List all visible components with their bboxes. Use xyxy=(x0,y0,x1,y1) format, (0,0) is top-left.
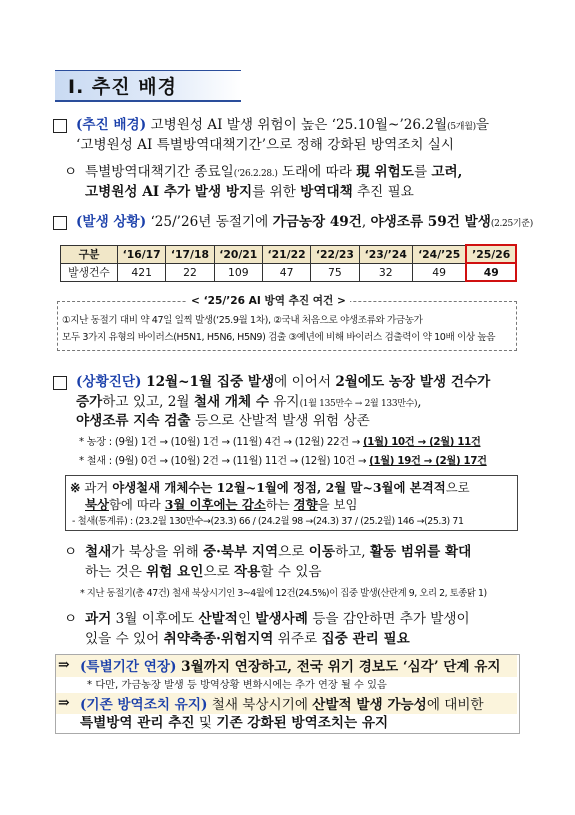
bold-text: 야생철새 개체수는 12월~1월에 정점, 2월 말~3월에 본격적 xyxy=(112,480,446,495)
table-cell: 421 xyxy=(118,263,166,281)
bold-text: 활동 범위를 확대 xyxy=(369,544,472,560)
bold-text: 발생사례 xyxy=(255,611,308,627)
table-cell: 32 xyxy=(359,263,412,281)
table-cell: 발생건수 xyxy=(61,263,118,281)
bold-text: 3월까지 연장하고, 전국 위기 경보도 ‘심각’ 단계 유지 xyxy=(176,659,501,675)
text: 으로 xyxy=(278,544,309,560)
paragraph-diagnosis-line2 xyxy=(76,393,422,413)
table-header-cell: ‘17/18 xyxy=(166,245,214,263)
conditions-line1: ①지난 동절기 대비 약 47일 일찍 발생(‘25.9월 1차), ②국내 처음으로 야생조류와 가금농가 xyxy=(62,315,423,326)
text: 할 수 있음 xyxy=(260,564,322,580)
bold-text: 고려, xyxy=(431,164,463,180)
table-header-row xyxy=(61,245,517,263)
conclusion-line1 xyxy=(80,658,501,676)
table-header-cell: 구분 xyxy=(61,245,118,263)
notice-line2 xyxy=(85,496,357,514)
bullet: ㅇ xyxy=(64,611,78,627)
text: 으로 xyxy=(203,564,235,580)
checkbox-square-icon xyxy=(53,119,67,133)
table-cell: 75 xyxy=(311,263,359,281)
section-header-underline xyxy=(55,100,241,102)
wildbird-timeline xyxy=(79,455,487,469)
bold-text: 이동 xyxy=(308,544,336,560)
bold-text: 취약축종·위험지역 xyxy=(163,631,274,647)
bold-text: 철새 개체 수 xyxy=(193,394,269,410)
table-header-cell: ‘22/23 xyxy=(311,245,359,263)
text: * 농장 : (9월) 1건 → (10월) 1건 → (11월) 4건 → (12월) 22건 → xyxy=(79,437,363,448)
implies-arrow-icon: ⇒ xyxy=(58,657,70,673)
bold-text: 야생조류 지속 검출 xyxy=(76,413,191,429)
table-header-cell: ‘20/21 xyxy=(214,245,262,263)
bold-text: 증가 xyxy=(76,394,103,410)
text: 등으로 산발적 발생 위험 상존 xyxy=(190,413,370,429)
text: 함에 따라 xyxy=(108,497,165,512)
bold-text: 방역대책 xyxy=(300,184,353,200)
text: 하는 것은 xyxy=(85,564,147,580)
bold-text: 철새 xyxy=(85,544,112,560)
paragraph-past-line2 xyxy=(85,630,410,648)
notice-line1 xyxy=(70,479,470,497)
text: 하고 있고, 2월 xyxy=(102,394,194,410)
text: 을 보임 xyxy=(317,497,358,512)
text: 유지 xyxy=(268,394,300,410)
small-text: (‘26.2.28.) xyxy=(233,169,278,179)
occurrence-table xyxy=(60,244,517,282)
bullet: ㅇ xyxy=(64,544,78,560)
small-text: (1월 135만수 → 2월 133만수) xyxy=(299,399,418,409)
bullet: ㅇ xyxy=(64,164,78,180)
table-cell: 22 xyxy=(166,263,214,281)
bold-text: 12월~1월 집중 발생 xyxy=(141,374,275,390)
bold-text: 북상 xyxy=(85,497,109,512)
text: 에 이어서 xyxy=(274,374,336,390)
label-extension: (특별기간 연장) xyxy=(80,659,177,675)
section-title: Ⅰ. 추진 배경 xyxy=(68,76,177,98)
text: 있을 수 있어 xyxy=(85,631,164,647)
text: 가 북상을 위해 xyxy=(111,544,204,560)
text: , xyxy=(417,394,422,410)
text: ‘25/’26년 동절기에 xyxy=(146,214,273,230)
label-occurrence: (발생 상황) xyxy=(76,214,147,230)
implies-arrow-icon: ⇒ xyxy=(58,695,70,711)
bold-text: 산발적 발생 가능성 xyxy=(312,697,427,713)
text: 를 xyxy=(413,164,432,180)
farm-timeline xyxy=(79,436,480,450)
bold-text: 위험 요인 xyxy=(146,564,204,580)
bold-text: 작용 xyxy=(234,564,261,580)
conditions-line2: 모두 3가지 유형의 바이러스(H5N1, H5N6, H5N9) 검출 ③예년에 비해 바이러스 검출력이 약 10배 이상 높음 xyxy=(62,332,496,343)
paragraph-background-line1 xyxy=(76,116,489,136)
text: 하는 xyxy=(265,497,294,512)
notice-line3: - 철새(통계류) : (23.2월 130만수→(23.3) 66 / (24.2월 98 →(24.3) 37 / (25.2월) 146 →(25.3) 71 xyxy=(72,516,464,527)
text: 등을 감안하면 추가 발생이 xyxy=(307,611,470,627)
table-cell: 49 xyxy=(412,263,466,281)
bold-text: 3월 이후에는 감소 xyxy=(164,497,266,512)
paragraph-past-line1 xyxy=(85,610,470,628)
text: 을 xyxy=(475,117,489,133)
table-cell: 47 xyxy=(262,263,310,281)
bold-underlined-text: (1월) 10건 → (2월) 11건 xyxy=(362,437,481,448)
conclusion-line2 xyxy=(80,696,484,714)
text: 으로 xyxy=(445,480,470,495)
text: 추진 필요 xyxy=(352,184,414,200)
paragraph-diagnosis-line1 xyxy=(76,373,490,391)
conditions-title: < ‘25/’26 AI 방역 추진 여건 > xyxy=(187,293,350,308)
text: 를 위한 xyxy=(252,184,301,200)
table-row xyxy=(61,263,517,281)
text: 특별방역대책기간 종료일 xyxy=(85,164,234,180)
bold-text: 야생조류 59건 발생 xyxy=(370,214,491,230)
bold-text: 특별방역 관리 추진 xyxy=(80,715,195,731)
conclusion-line3 xyxy=(80,714,388,732)
bold-text: 경향 xyxy=(293,497,318,512)
reference-mark-icon: ※ xyxy=(70,480,81,495)
table-cell-current: 49 xyxy=(466,263,516,281)
text: , xyxy=(361,214,371,230)
text: * 철새 : (9월) 0건 → (10월) 2건 → (11월) 11건 → (12월) 10건 → xyxy=(79,456,370,467)
text: 위주로 xyxy=(273,631,322,647)
migration-note: * 지난 동절기(총 47건) 철새 북상시기인 3~4월에 12건(24.5%)이 집중 발생(산란계 9, 오리 2, 토종닭 1) xyxy=(80,588,487,599)
bold-underlined-text: (1월) 19건 → (2월) 17건 xyxy=(369,456,487,467)
checkbox-square-icon xyxy=(53,216,67,230)
sub-paragraph-line1 xyxy=(85,163,462,183)
text: 및 xyxy=(194,715,217,731)
bold-text: 기존 강화된 방역조치는 유지 xyxy=(216,715,389,731)
label-diagnosis: (상황진단) xyxy=(76,374,142,390)
checkbox-square-icon xyxy=(53,376,67,390)
text: 인 xyxy=(237,611,256,627)
paragraph-migration-line1 xyxy=(85,543,471,561)
small-text: (2.25기준) xyxy=(490,219,533,229)
text: 도래에 따라 xyxy=(277,164,357,180)
text: 에 대비한 xyxy=(426,697,484,713)
table-header-cell: ‘23/’24 xyxy=(359,245,412,263)
label-background: (추진 배경) xyxy=(76,117,147,133)
table-header-cell: ‘16/17 xyxy=(118,245,166,263)
bold-text: 가금농장 49건 xyxy=(272,214,362,230)
text: 과거 xyxy=(80,480,113,495)
bold-text: 집중 관리 필요 xyxy=(321,631,410,647)
bold-text: 산발적 xyxy=(198,611,238,627)
bold-text: 중·북부 지역 xyxy=(203,544,279,560)
table-header-cell: ‘24/’25 xyxy=(412,245,466,263)
table-header-cell: ‘21/22 xyxy=(262,245,310,263)
text: 3월 이후에도 xyxy=(111,611,199,627)
bold-text: 고병원성 AI 추가 발생 방지 xyxy=(85,184,253,200)
bold-text: 2월에도 농장 발생 건수가 xyxy=(335,374,491,390)
text: 철새 북상시기에 xyxy=(207,697,313,713)
bold-text: 과거 xyxy=(85,611,112,627)
table-cell: 109 xyxy=(214,263,262,281)
table-header-cell-current: ’25/26 xyxy=(466,245,516,263)
text: 고병원성 AI 발생 위험이 높은 ‘25.10월~’26.2월 xyxy=(146,117,448,133)
label-maintain: (기존 방역조치 유지) xyxy=(80,697,208,713)
paragraph-background-line2: ‘고병원성 AI 특별방역대책기간’으로 정해 강화된 방역조치 실시 xyxy=(76,137,455,153)
small-text: (5개월) xyxy=(447,122,476,132)
sub-paragraph-line2 xyxy=(85,183,414,201)
bold-text: 現 위험도 xyxy=(356,164,414,180)
paragraph-occurrence xyxy=(76,213,533,233)
paragraph-migration-line2 xyxy=(85,563,321,581)
text: 하고, xyxy=(335,544,370,560)
conclusion-note: * 다만, 가금농장 발생 등 방역상황 변화시에는 추가 연장 될 수 있음 xyxy=(87,680,387,691)
paragraph-diagnosis-line3 xyxy=(76,412,370,430)
